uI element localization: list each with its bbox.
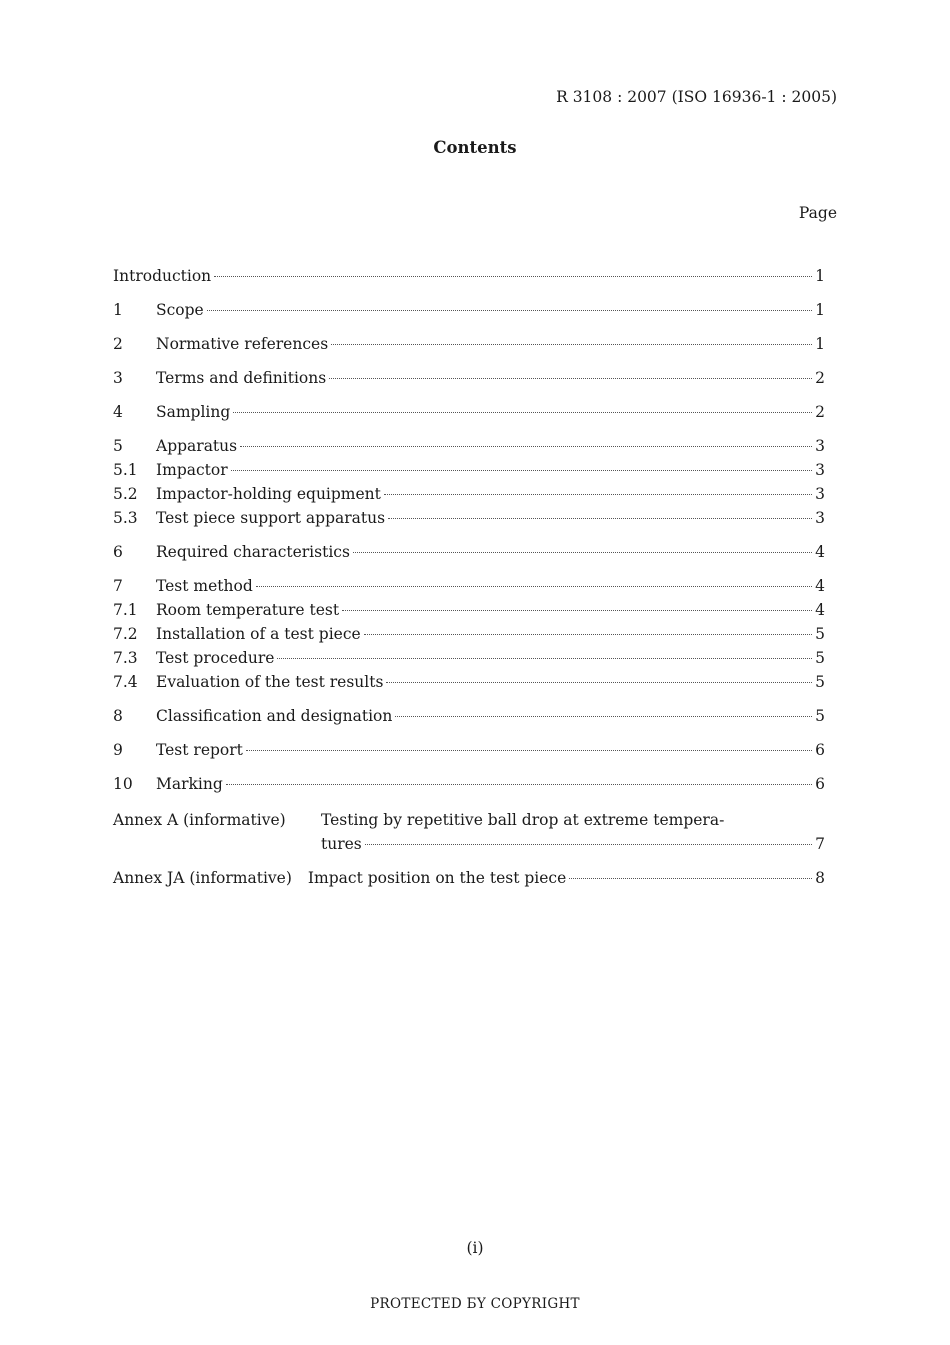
toc-entry-text: Test method xyxy=(156,577,253,595)
toc-entry-sampling[interactable] xyxy=(113,403,825,421)
dot-leader xyxy=(388,518,812,519)
toc-entry-page: 4 xyxy=(815,601,825,619)
dot-leader xyxy=(395,716,812,717)
toc-entry-text: Terms and definitions xyxy=(156,369,327,387)
toc-entry-number: 4 xyxy=(113,403,123,421)
toc-entry-number: 8 xyxy=(113,707,123,725)
toc-entry-number: 5 xyxy=(113,437,123,455)
toc-entry-text: Marking xyxy=(156,775,223,793)
toc-entry-evaluation[interactable] xyxy=(113,673,825,691)
toc-entry-number: 5.3 xyxy=(113,509,138,527)
annex-a-text-line2: tures xyxy=(321,835,362,853)
toc-entry-page: 5 xyxy=(815,707,825,725)
annex-a-label: Annex A (informative) xyxy=(113,811,286,829)
toc-entry-number: 5.2 xyxy=(113,485,138,503)
toc-entry-page: 2 xyxy=(815,369,825,387)
dot-leader xyxy=(329,378,812,379)
toc-entry-number: 7.3 xyxy=(113,649,138,667)
toc-entry-marking[interactable] xyxy=(113,775,825,793)
toc-entry-terms-and-definitions[interactable] xyxy=(113,369,825,387)
toc-entry-number: 5.1 xyxy=(113,461,138,479)
toc-entry-classification[interactable] xyxy=(113,707,825,725)
toc-entry-text: Test report xyxy=(156,741,243,759)
toc-entry-test-procedure[interactable] xyxy=(113,649,825,667)
dot-leader xyxy=(364,634,812,635)
annex-a-text-line1: Testing by repetitive ball drop at extreme tempera- xyxy=(321,811,725,829)
dot-leader xyxy=(342,610,812,611)
toc-entry-required-characteristics[interactable] xyxy=(113,543,825,561)
toc-entry-page: 5 xyxy=(815,625,825,643)
dot-leader xyxy=(384,494,812,495)
annex-a-page: 7 xyxy=(815,835,825,853)
toc-entry-normative-references[interactable] xyxy=(113,335,825,353)
toc-entry-number: 6 xyxy=(113,543,123,561)
toc-entry-number: 7.4 xyxy=(113,673,138,691)
toc-entry-page: 4 xyxy=(815,543,825,561)
toc-entry-annex-ja[interactable] xyxy=(113,869,825,887)
dot-leader xyxy=(214,276,812,277)
annex-ja-page: 8 xyxy=(815,869,825,887)
toc-entry-installation[interactable] xyxy=(113,625,825,643)
dot-leader xyxy=(365,844,812,845)
toc-entry-number: 1 xyxy=(113,301,123,319)
toc-entry-text: Normative references xyxy=(156,335,329,353)
dot-leader xyxy=(240,446,812,447)
toc-entry-number: 2 xyxy=(113,335,123,353)
toc-entry-page: 6 xyxy=(815,775,825,793)
toc-entry-annex-a[interactable] xyxy=(113,811,724,829)
toc-entry-number: 7 xyxy=(113,577,123,595)
toc-entry-text: Sampling xyxy=(156,403,231,421)
toc-entry-text: Room temperature test xyxy=(156,601,340,619)
toc-entry-page: 1 xyxy=(815,301,825,319)
toc-entry-room-temperature-test[interactable] xyxy=(113,601,825,619)
toc-entry-number: 7.2 xyxy=(113,625,138,643)
copyright-notice: PROTECTED БY COPYRIGHT xyxy=(370,1296,580,1312)
toc-entry-impactor-holding-equipment[interactable] xyxy=(113,485,825,503)
dot-leader xyxy=(207,310,812,311)
toc-entry-number: 3 xyxy=(113,369,123,387)
toc-entry-text: Impactor-holding equipment xyxy=(156,485,381,503)
footer-page-number: (i) xyxy=(466,1239,484,1257)
page-column-label: Page xyxy=(798,204,837,222)
toc-entry-test-report[interactable] xyxy=(113,741,825,759)
toc-entry-text: Impactor xyxy=(156,461,228,479)
toc-entry-page: 3 xyxy=(815,461,825,479)
dot-leader xyxy=(231,470,812,471)
toc-entry-page: 3 xyxy=(815,485,825,503)
annex-ja-label: Annex JA (informative) xyxy=(113,869,292,887)
toc-entry-page: 5 xyxy=(815,673,825,691)
toc-entry-text: Test piece support apparatus xyxy=(156,509,386,527)
toc-entry-page: 6 xyxy=(815,741,825,759)
toc-entry-text: Apparatus xyxy=(156,437,238,455)
dot-leader xyxy=(386,682,812,683)
dot-leader xyxy=(246,750,812,751)
toc-entry-introduction[interactable] xyxy=(113,267,825,285)
dot-leader xyxy=(353,552,812,553)
dot-leader xyxy=(569,878,812,879)
annex-ja-text: Impact position on the test piece xyxy=(307,869,567,887)
toc-entry-text: Scope xyxy=(156,301,204,319)
dot-leader xyxy=(277,658,812,659)
page-title: Contents xyxy=(433,138,517,157)
toc-entry-test-piece-support[interactable] xyxy=(113,509,825,527)
toc-entry-text: Classification and designation xyxy=(156,707,393,725)
dot-leader xyxy=(226,784,812,785)
toc-entry-page: 4 xyxy=(815,577,825,595)
toc-entry-page: 3 xyxy=(815,437,825,455)
toc-entry-scope[interactable] xyxy=(113,301,825,319)
document-reference: R 3108 : 2007 (ISO 16936-1 : 2005) xyxy=(556,88,837,106)
toc-entry-page: 1 xyxy=(815,335,825,353)
toc-entry-text: Introduction xyxy=(113,267,212,285)
toc-entry-apparatus[interactable] xyxy=(113,437,825,455)
toc-entry-annex-a-continuation[interactable] xyxy=(321,835,825,853)
toc-entry-page: 3 xyxy=(815,509,825,527)
dot-leader xyxy=(256,586,812,587)
toc-entry-page: 1 xyxy=(815,267,825,285)
toc-entry-number: 10 xyxy=(113,775,133,793)
toc-entry-text: Evaluation of the test results xyxy=(156,673,384,691)
toc-entry-page: 2 xyxy=(815,403,825,421)
toc-entry-number: 9 xyxy=(113,741,123,759)
toc-entry-text: Required characteristics xyxy=(156,543,350,561)
toc-entry-page: 5 xyxy=(815,649,825,667)
toc-entry-test-method[interactable] xyxy=(113,577,825,595)
dot-leader xyxy=(233,412,812,413)
toc-entry-number: 7.1 xyxy=(113,601,138,619)
toc-entry-text: Test procedure xyxy=(156,649,275,667)
dot-leader xyxy=(331,344,812,345)
toc-entry-impactor[interactable] xyxy=(113,461,825,479)
toc-entry-text: Installation of a test piece xyxy=(156,625,361,643)
